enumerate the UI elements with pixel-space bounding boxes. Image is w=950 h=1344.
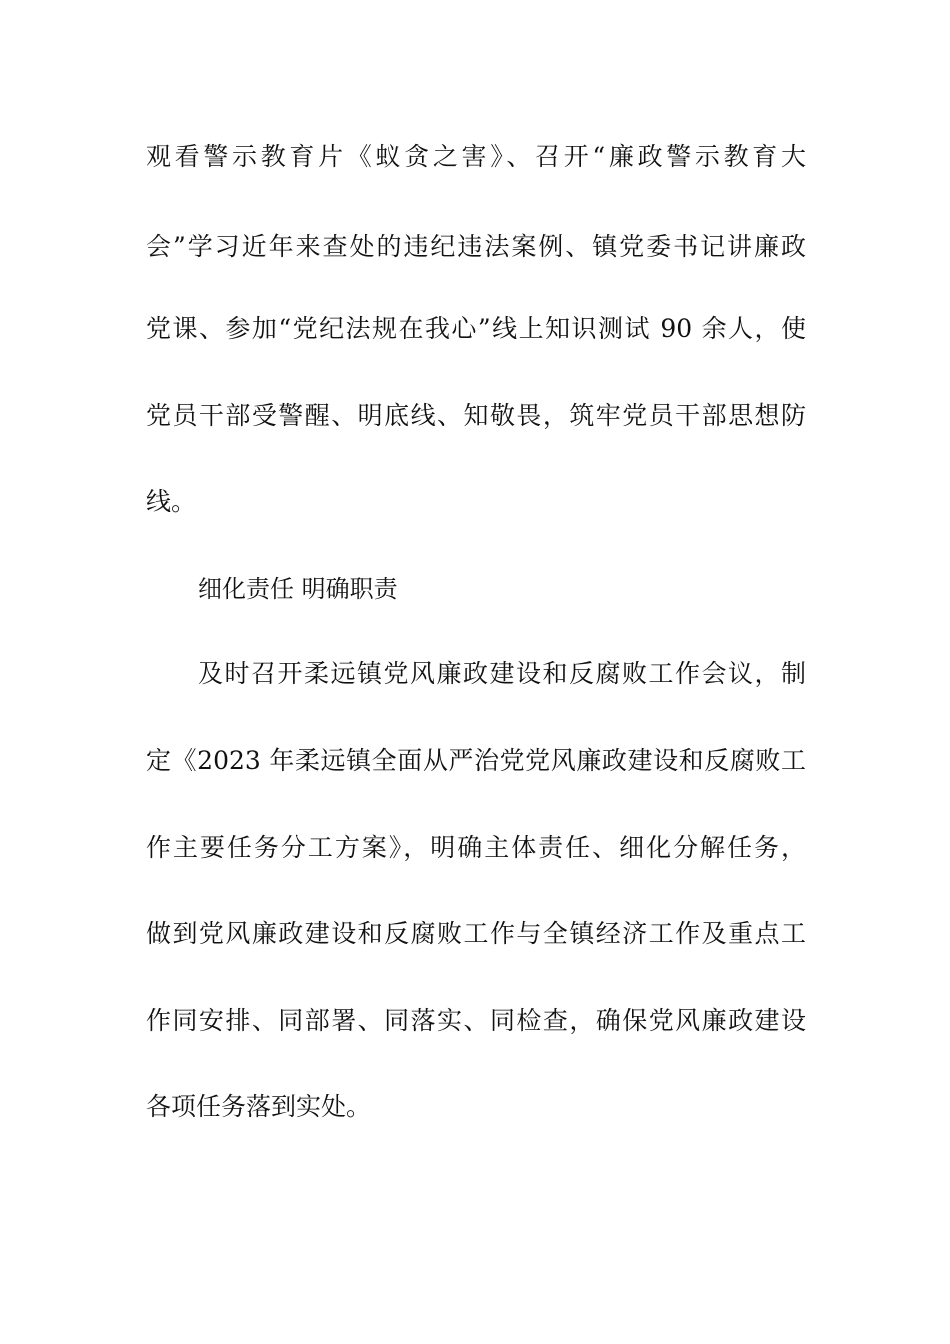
paragraph-1-line-3: 党课、参加“党纪法规在我心”线上知识测试 90 余人，使 <box>146 314 806 343</box>
paragraph-2-line-3: 作主要任务分工方案》，明确主体责任、细化分解任务， <box>146 833 806 862</box>
section-heading: 细化责任 明确职责 <box>198 575 398 603</box>
paragraph-1-line-1: 观看警示教育片《蚁贪之害》、召开“廉政警示教育大 <box>146 142 806 171</box>
paragraph-1-line-4: 党员干部受警醒、明底线、知敬畏，筑牢党员干部思想防 <box>146 401 806 430</box>
paragraph-1-line-2: 会”学习近年来查处的违纪违法案例、镇党委书记讲廉政 <box>146 232 806 261</box>
paragraph-1-line-5: 线。 <box>146 487 197 516</box>
paragraph-2-line-6: 各项任务落到实处。 <box>146 1092 372 1121</box>
paragraph-2-line-5: 作同安排、同部署、同落实、同检查，确保党风廉政建设 <box>146 1006 806 1035</box>
paragraph-2-line-1: 及时召开柔远镇党风廉政建设和反腐败工作会议，制 <box>198 659 806 688</box>
paragraph-2-line-4: 做到党风廉政建设和反腐败工作与全镇经济工作及重点工 <box>146 919 806 948</box>
paragraph-2-line-2: 定《2023 年柔远镇全面从严治党党风廉政建设和反腐败工 <box>146 746 806 775</box>
